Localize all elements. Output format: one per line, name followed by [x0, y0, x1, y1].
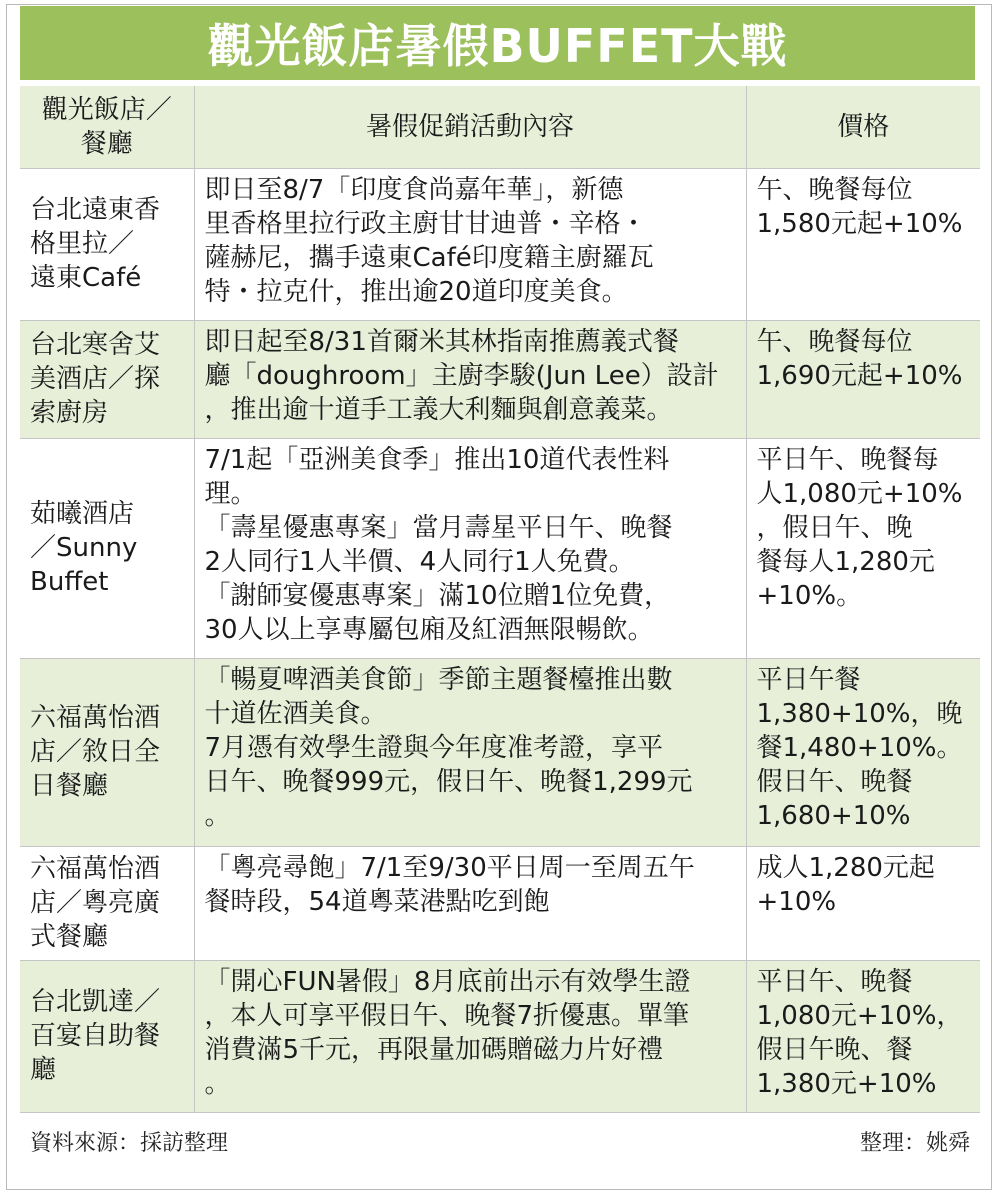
price-text: 平日午餐 1,380+10%，晚 餐1,480+10%。 假日午、晚餐 1,680+10%: [756, 665, 963, 831]
table-row: [20, 439, 980, 659]
hotel-name: 台北寒舍艾 美酒店／探 索廚房: [30, 330, 161, 428]
promo-content: 7/1起「亞洲美食季」推出10道代表性料 理。 「壽星優惠專案」當月壽星平日午、晚餐 2人同行1人半價、4人同行1人免費。 「謝師宴優惠專案」滿10位贈1位免費， 30人以上享專屬包廂及紅酒無限暢飲。: [204, 445, 673, 645]
hotel-name: 台北遠東香 格里拉／ 遠東Café: [30, 195, 161, 293]
promo-content: 「開心FUN暑假」8月底前出示有效學生證 ，本人可享平假日午、晚餐7折優惠。單筆 消費滿5千元，再限量加碼贈磁力片好禮 。: [204, 967, 691, 1099]
header-content: 暑假促銷活動內容: [194, 86, 746, 169]
promo-content: 「粵亮尋飽」7/1至9/30平日周一至周五午 餐時段，54道粵菜港點吃到飽: [204, 853, 695, 917]
footer: [30, 1126, 970, 1157]
table-row: [20, 169, 980, 321]
table-row: [20, 321, 980, 439]
table-header-row: [20, 86, 980, 169]
header-price: 價格: [746, 86, 980, 169]
hotel-name: 茹曦酒店 ／Sunny Buffet: [30, 499, 138, 597]
promo-content: 即日至8/7「印度食尚嘉年華」，新德 里香格里拉行政主廚甘甘迪普・辛格・ 薩赫尼，攜手遠東Café印度籍主廚羅瓦 特・拉克什，推出逾20道印度美食。: [204, 175, 654, 307]
editor-credit: 整理：姚舜: [859, 1131, 970, 1156]
price-text: 午、晚餐每位 1,580元起+10%: [756, 175, 963, 239]
hotel-name: 台北凱達／ 百宴自助餐 廳: [30, 987, 161, 1085]
hotel-name: 六福萬怡酒 店／粵亮廣 式餐廳: [30, 854, 161, 952]
infographic-title: 觀光飯店暑假BUFFET大戰: [20, 6, 975, 80]
buffet-table: [20, 86, 980, 1113]
price-text: 平日午、晚餐每 人1,080元+10% ，假日午、晚 餐每人1,280元 +10%。: [756, 445, 963, 611]
hotel-name: 六福萬怡酒 店／敘日全 日餐廳: [30, 703, 161, 801]
price-text: 平日午、晚餐 1,080元+10%， 假日午晚、餐 1,380元+10%: [756, 967, 963, 1099]
price-text: 午、晚餐每位 1,690元起+10%: [756, 327, 963, 391]
table-row: [20, 961, 980, 1113]
header-hotel: 觀光飯店／ 餐廳: [20, 86, 194, 169]
table-row: [20, 847, 980, 961]
table-row: [20, 659, 980, 847]
promo-content: 「暢夏啤酒美食節」季節主題餐檯推出數 十道佐酒美食。 7月憑有效學生證與今年度准考證，享平 日午、晚餐999元，假日午、晚餐1,299元 。: [204, 665, 693, 831]
promo-content: 即日起至8/31首爾米其林指南推薦義式餐 廳「doughroom」主廚李駿(Jun Lee）設計 ，推出逾十道手工義大利麵與創意義菜。: [204, 327, 719, 425]
source-note: 資料來源：採訪整理: [30, 1131, 229, 1156]
price-text: 成人1,280元起 +10%: [756, 853, 935, 917]
